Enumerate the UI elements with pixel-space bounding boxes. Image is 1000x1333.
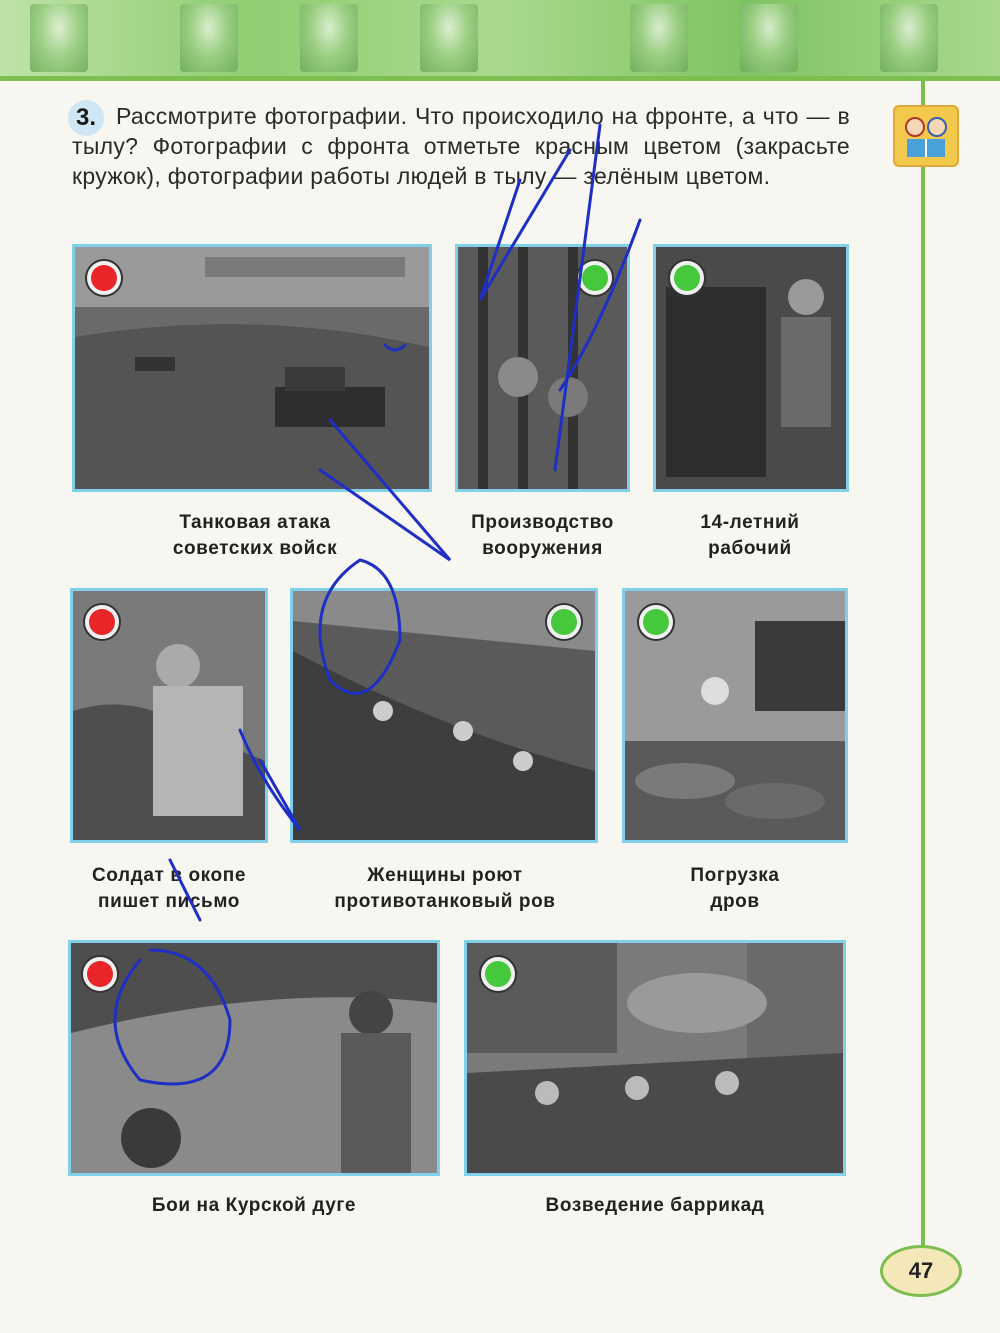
caption-line: советских войск [172, 538, 338, 559]
photo-boy-worker [653, 244, 849, 492]
photo-tank-attack [72, 244, 432, 492]
caption-women-digging [300, 863, 590, 915]
portrait-image [420, 4, 478, 72]
caption-line: Погрузка [690, 865, 780, 886]
margin-line [921, 80, 925, 1260]
task-instruction: Рассмотрите фотографии. Что происходило на фронте, а что — в тылу? Фотографии с фронта отметьте красным цветом (закрасьте кружок), фотографии работы людей в тылу — зелёным цветом. [72, 103, 850, 189]
caption-line: вооружения [482, 538, 603, 559]
front-marker[interactable] [85, 259, 123, 297]
photo-loading-logs [622, 588, 848, 843]
photo-soldier-trench [70, 588, 268, 843]
page-number: 47 [880, 1245, 962, 1297]
caption-boy-worker [660, 510, 840, 562]
caption-line: Солдат в окопе [91, 865, 246, 886]
photo-scene [71, 943, 437, 1173]
caption-line: рабочий [708, 538, 792, 559]
caption-tank-attack [120, 510, 390, 562]
caption-line: дров [710, 891, 760, 912]
caption-soldier-trench [64, 863, 274, 915]
caption-barricades [464, 1193, 846, 1219]
photo-weapons-production [455, 244, 630, 492]
caption-line: Женщины роют [367, 865, 523, 886]
portrait-image [630, 4, 688, 72]
portrait-image [880, 4, 938, 72]
header-divider [0, 76, 1000, 81]
photo-barricades [464, 940, 846, 1176]
photo-scene [467, 943, 843, 1173]
portrait-image [740, 4, 798, 72]
front-marker[interactable] [83, 603, 121, 641]
rear-marker[interactable] [545, 603, 583, 641]
task-number-badge: 3. [68, 100, 104, 136]
rear-marker[interactable] [576, 259, 614, 297]
caption-line: Танковая атака [179, 512, 331, 533]
caption-line: 14-летний [700, 512, 800, 533]
caption-line: Бои на Курской дуге [151, 1195, 357, 1216]
caption-weapons-production [430, 510, 655, 562]
caption-line: Возведение баррикад [545, 1195, 765, 1216]
rear-marker[interactable] [668, 259, 706, 297]
front-marker[interactable] [81, 955, 119, 993]
photo-women-digging [290, 588, 598, 843]
reading-kids-icon [893, 105, 959, 167]
portrait-image [30, 4, 88, 72]
header-portrait-banner [0, 0, 1000, 78]
caption-line: Производство [471, 512, 614, 533]
caption-kursk-battle [68, 1193, 440, 1219]
caption-line: противотанковый ров [334, 891, 556, 912]
caption-line: пишет письмо [98, 891, 240, 912]
rear-marker[interactable] [637, 603, 675, 641]
portrait-image [300, 4, 358, 72]
caption-loading-logs [640, 863, 830, 915]
photo-kursk-battle [68, 940, 440, 1176]
rear-marker[interactable] [479, 955, 517, 993]
portrait-image [180, 4, 238, 72]
photo-scene [75, 247, 429, 489]
